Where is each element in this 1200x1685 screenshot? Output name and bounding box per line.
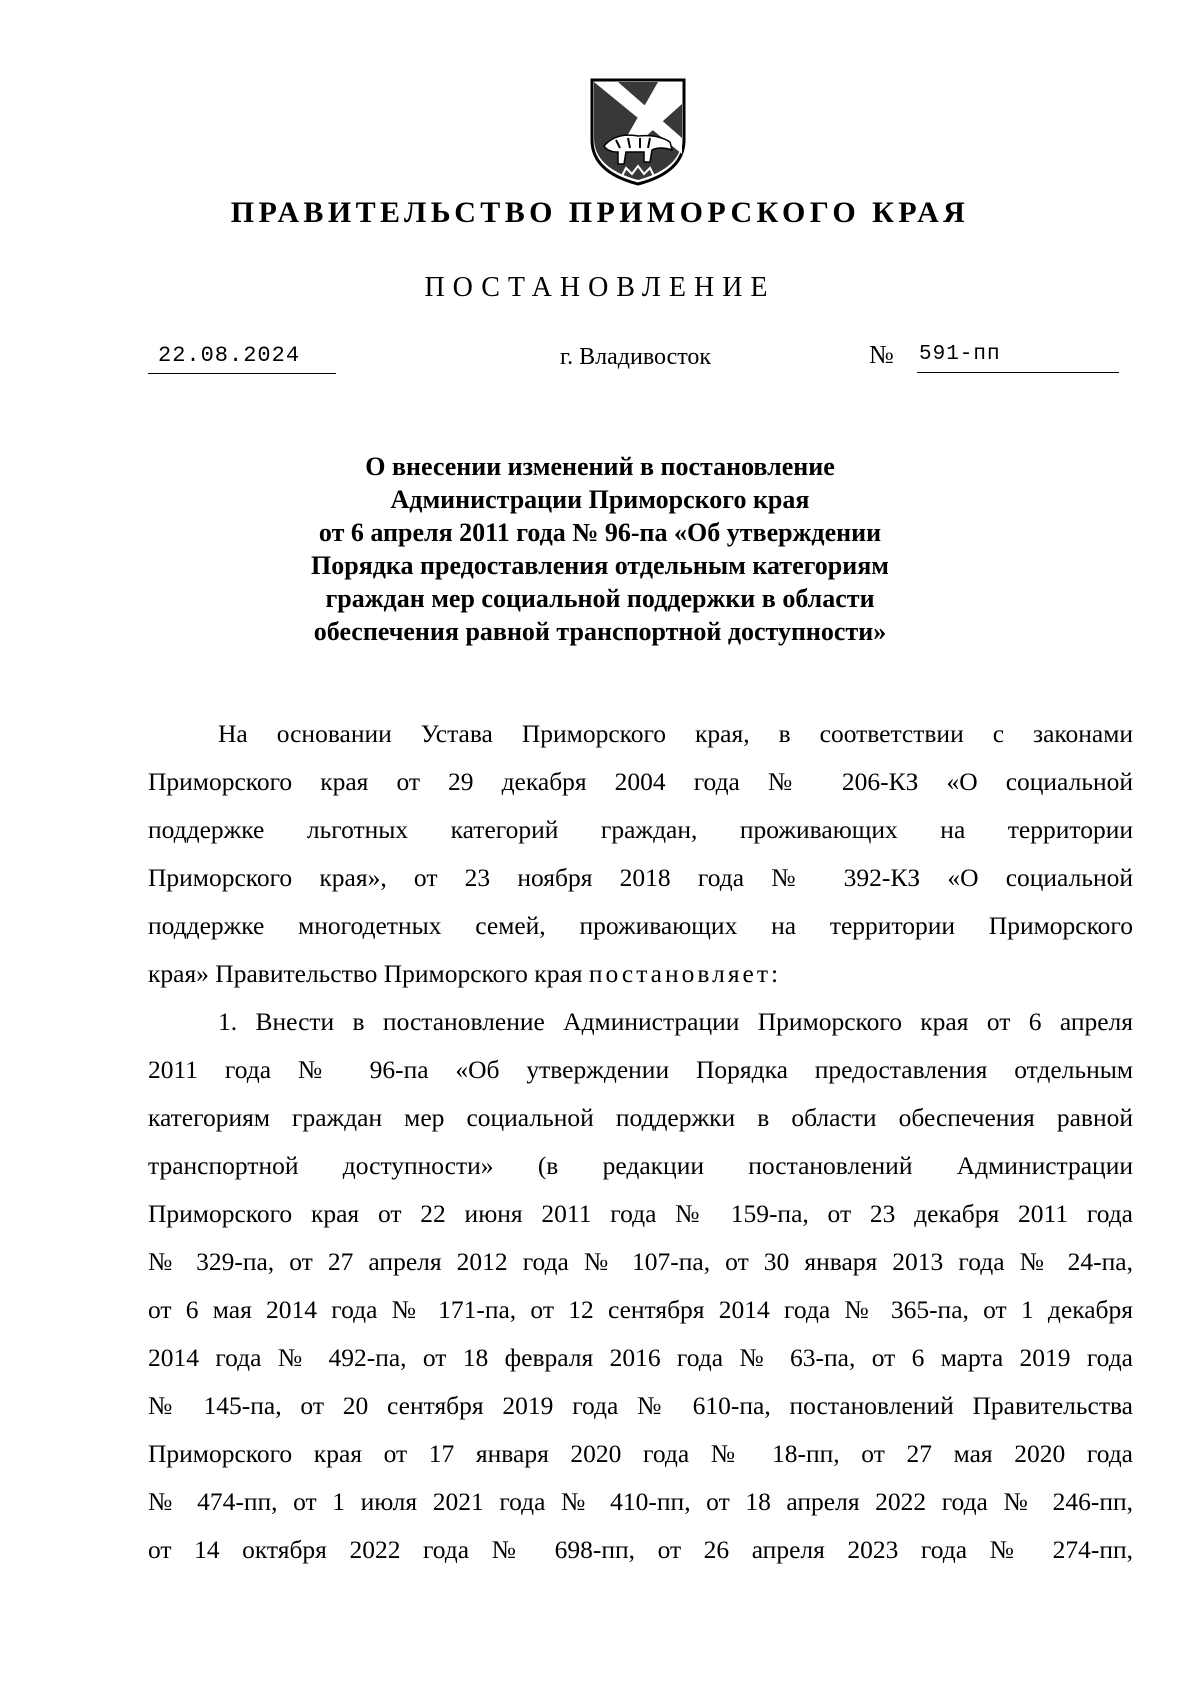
document-type: ПОСТАНОВЛЕНИЕ bbox=[424, 272, 776, 303]
body-line: категориям граждан мер социальной поддержки в области обеспечения равной bbox=[148, 1103, 1133, 1132]
body-line: поддержке льготных категорий граждан, проживающих на территории bbox=[148, 815, 1133, 844]
number-sign: № bbox=[869, 340, 894, 369]
subject-line: обеспечения равной транспортной доступности» bbox=[313, 617, 887, 646]
body-line: от 6 мая 2014 года № 171-па, от 12 сентября 2014 года № 365-па, от 1 декабря bbox=[148, 1295, 1133, 1324]
document-city: г. Владивосток bbox=[560, 344, 712, 370]
document-body bbox=[148, 710, 1133, 1574]
body-line: Приморского края от 29 декабря 2004 года № 206-КЗ «О социальной bbox=[148, 767, 1133, 796]
resolution-prefix: края» Правительство Приморского края bbox=[148, 959, 589, 988]
document-date: 22.08.2024 bbox=[158, 343, 301, 368]
body-line: № 474-пп, от 1 июля 2021 года № 410-пп, от 18 апреля 2022 года № 246-пп, bbox=[148, 1487, 1133, 1516]
document-date-field bbox=[148, 343, 336, 374]
document-number-line bbox=[917, 343, 1119, 373]
body-line: 2011 года № 96-па «Об утверждении Порядка предоставления отдельным bbox=[148, 1055, 1133, 1084]
body-line: поддержке многодетных семей, проживающих на территории Приморского bbox=[148, 911, 1133, 940]
subject-line: граждан мер социальной поддержки в области bbox=[325, 584, 875, 613]
body-line: от 14 октября 2022 года № 698-пп, от 26 апреля 2023 года № 274-пп, bbox=[148, 1535, 1133, 1564]
subject-line: Порядка предоставления отдельным категориям bbox=[311, 551, 889, 580]
body-line: Приморского края от 17 января 2020 года № 18-пп, от 27 мая 2020 года bbox=[148, 1439, 1133, 1468]
document-number-field bbox=[869, 340, 1119, 373]
subject-line: от 6 апреля 2011 года № 96-па «Об утверждении bbox=[318, 518, 882, 547]
body-line: 2014 года № 492-па, от 18 февраля 2016 года № 63-па, от 6 марта 2019 года bbox=[148, 1343, 1133, 1372]
document-subject bbox=[0, 450, 1200, 648]
body-line: Приморского края от 22 июня 2011 года № 159-па, от 23 декабря 2011 года bbox=[148, 1199, 1133, 1228]
resolution-verb: постановляет: bbox=[588, 959, 782, 988]
body-line: На основании Устава Приморского края, в соответствии с законами bbox=[218, 719, 1133, 748]
body-line-resolution bbox=[148, 950, 1133, 998]
coat-of-arms-emblem bbox=[586, 76, 690, 188]
body-line: № 329-па, от 27 апреля 2012 года № 107-па, от 30 января 2013 года № 24-па, bbox=[148, 1247, 1133, 1276]
document-number: 591-пп bbox=[919, 343, 1001, 366]
body-line: № 145-па, от 20 сентября 2019 года № 610-па, постановлений Правительства bbox=[148, 1391, 1133, 1420]
body-line: Приморского края», от 23 ноября 2018 года № 392-КЗ «О социальной bbox=[148, 863, 1133, 892]
subject-line: О внесении изменений в постановление bbox=[365, 452, 835, 481]
body-line: 1. Внести в постановление Администрации Приморского края от 6 апреля bbox=[218, 1007, 1133, 1036]
body-line: транспортной доступности» (в редакции постановлений Администрации bbox=[148, 1151, 1133, 1180]
subject-line: Администрации Приморского края bbox=[390, 485, 810, 514]
government-title: ПРАВИТЕЛЬСТВО ПРИМОРСКОГО КРАЯ bbox=[230, 196, 970, 229]
